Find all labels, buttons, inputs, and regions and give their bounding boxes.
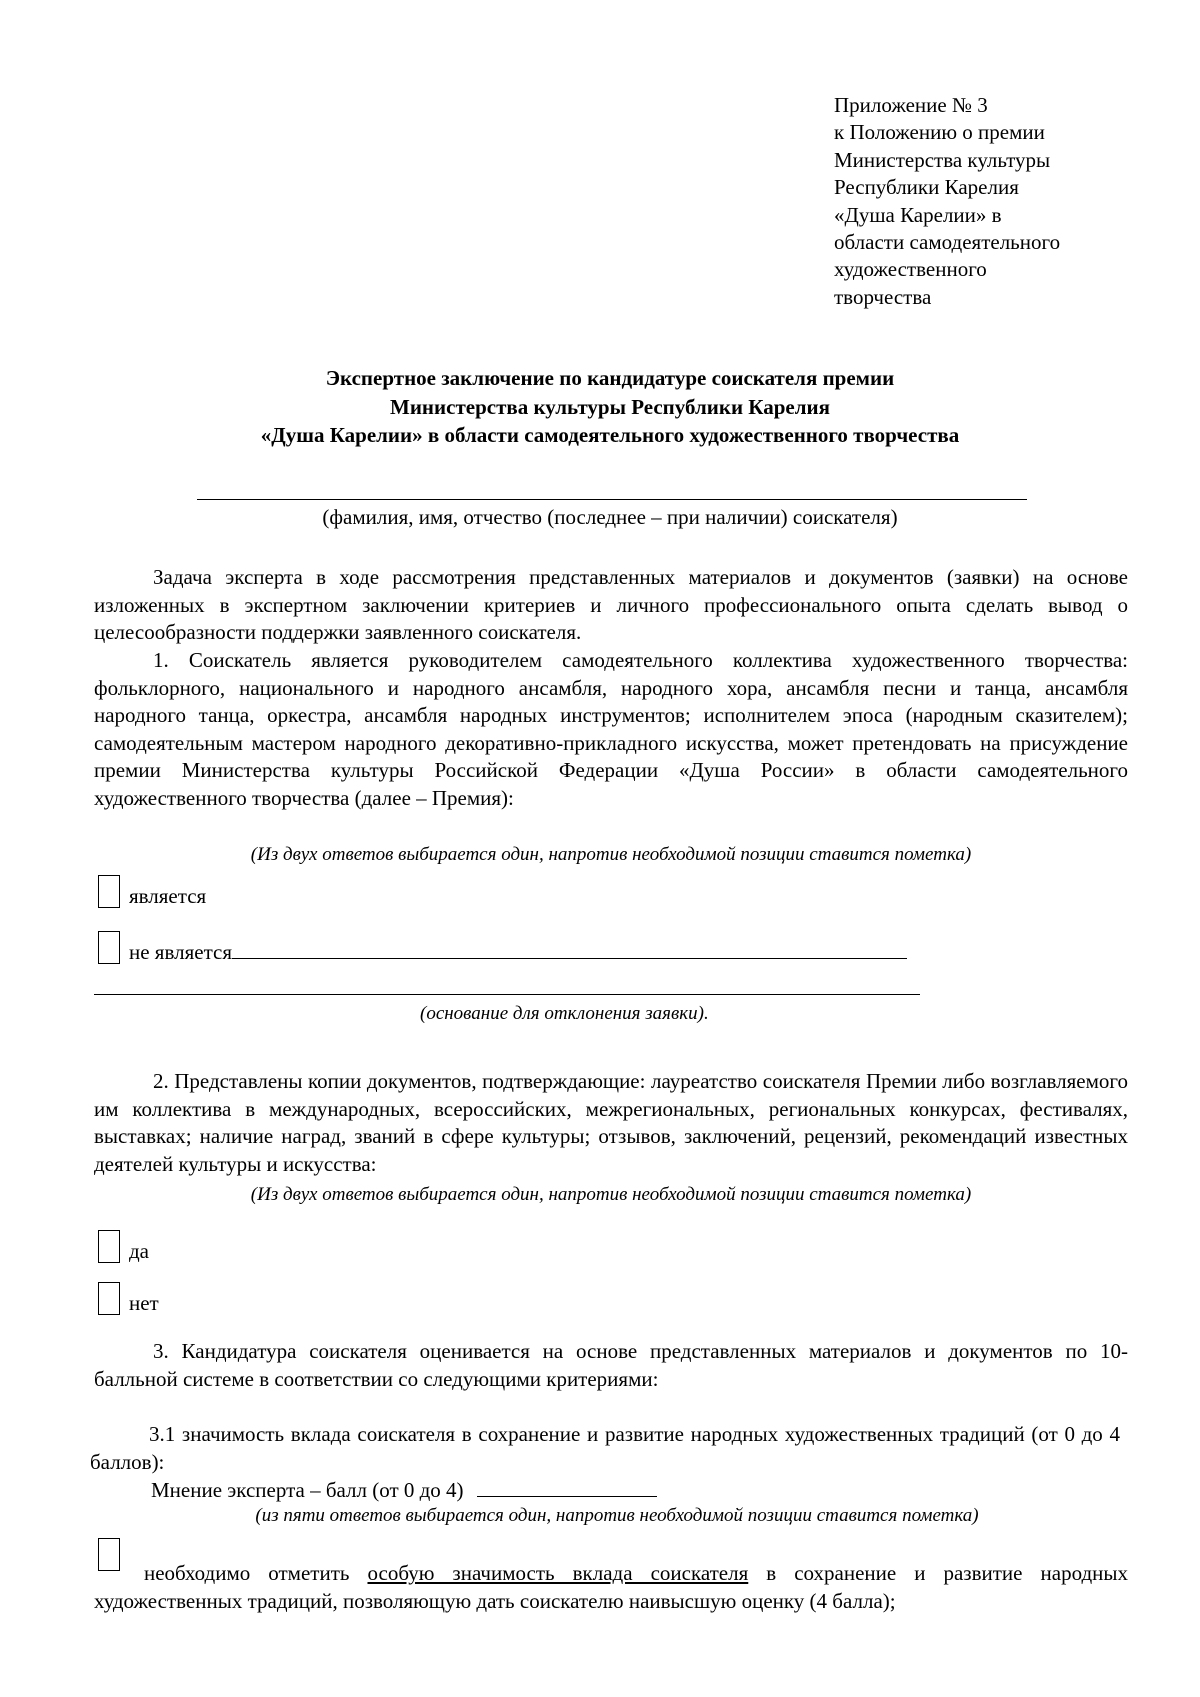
appendix-line: области самодеятельного <box>834 230 1061 255</box>
title-line: Министерства культуры Республики Карелия <box>390 394 830 419</box>
option-text-suffix: в сохранение и развитие народных художественных традиций, позволяющую дать соискателю наивысшую оценку (4 балла); <box>94 1561 1128 1613</box>
appendix-line: Министерства культуры <box>834 147 1051 172</box>
option-label: нет <box>129 1291 159 1315</box>
checkbox[interactable] <box>98 931 120 964</box>
section-3-paragraph: 3. Кандидатура соискателя оценивается на основе представленных материалов и документов по 10-балльной системе в соответствии со следующими критериями: <box>94 1339 1128 1391</box>
checkbox[interactable] <box>98 1282 120 1315</box>
option-text-prefix: необходимо отметить <box>144 1561 350 1585</box>
option-label <box>129 938 907 964</box>
section-2-paragraph: 2. Представлены копии документов, подтверждающие: лауреатство соискателя Премии либо возглавляемого им коллектива в международных, всероссийских, межрегиональных, региональных конкурсах, фестивалях, выставках; наличие наград, званий в сфере культуры; отзывов, заключений, рецензий, рекомендаций известных деятелей культуры и искусства: <box>94 1069 1128 1176</box>
expert-score-label: Мнение эксперта – балл (от 0 до 4) <box>151 1478 464 1502</box>
section-3-1-option-1 <box>94 1560 1128 1615</box>
option-label: да <box>129 1239 150 1263</box>
section-3-1-hint: (из пяти ответов выбирается один, напротив необходимой позиции ставится пометка) <box>255 1505 979 1526</box>
section-1-paragraph: 1. Соискатель является руководителем самодеятельного коллектива художественного творчества: фольклорного, национального и народного ансамбля, народного хора, ансамбля песни и танца, ансамбля народного танца, оркестра, ансамбля народных инструментов; исполнителем эпоса (народным сказителем); самодеятельным мастером народного декоративно-прикладного искусства, может претендовать на присуждение премии Министерства культуры Российской Федерации «Душа России» в области самодеятельного художественного творчества (далее – Премия): <box>94 648 1128 810</box>
section-3-1-paragraph: 3.1 значимость вклада соискателя в сохранение и развитие народных художественных традиций (от 0 до 4 баллов): <box>90 1422 1120 1474</box>
reject-reason-line[interactable] <box>94 994 920 995</box>
section-2-hint: (Из двух ответов выбирается один, напротив необходимой позиции ставится пометка) <box>250 1184 972 1205</box>
appendix-line: творчества <box>834 284 932 309</box>
candidate-name-caption: (фамилия, имя, отчество (последнее – при наличии) соискателя) <box>322 505 898 529</box>
intro-paragraph: Задача эксперта в ходе рассмотрения представленных материалов и документов (заявки) на основе изложенных в экспертном заключении критериев и личного профессионального опыта сделать вывод о целесообразности поддержки заявленного соискателя. <box>94 565 1128 645</box>
reject-reason-field[interactable] <box>232 938 907 959</box>
expert-score-field[interactable] <box>477 1476 657 1497</box>
appendix-line: к Положению о премии <box>834 120 1045 145</box>
candidate-name-field[interactable] <box>197 499 1027 500</box>
appendix-line: Приложение № 3 <box>834 93 988 117</box>
option-text-underlined: особую значимость вклада соискателя <box>367 1561 749 1585</box>
appendix-line: Республики Карелия <box>834 175 1019 200</box>
option-label-text: не является <box>129 940 232 964</box>
section-1-option-no[interactable] <box>98 928 907 964</box>
title-line: Экспертное заключение по кандидатуре соискателя премии <box>325 366 895 390</box>
section-1-option-yes[interactable] <box>98 872 206 908</box>
expert-score-row <box>151 1476 657 1504</box>
checkbox[interactable] <box>98 1230 120 1263</box>
document-title <box>120 364 1100 450</box>
appendix-line: «Душа Карелии» в <box>834 202 1002 227</box>
appendix-header <box>834 92 1164 311</box>
reject-caption: (основание для отклонения заявки). <box>420 1003 709 1024</box>
option-label: является <box>129 884 207 908</box>
section-1-hint: (Из двух ответов выбирается один, напротив необходимой позиции ставится пометка) <box>250 844 972 865</box>
appendix-line: художественного <box>834 257 987 282</box>
checkbox[interactable] <box>98 875 120 908</box>
section-2-option-yes[interactable] <box>98 1227 149 1263</box>
title-line: «Душа Карелии» в области самодеятельного художественного творчества <box>260 423 960 447</box>
section-2-option-no[interactable] <box>98 1279 159 1315</box>
